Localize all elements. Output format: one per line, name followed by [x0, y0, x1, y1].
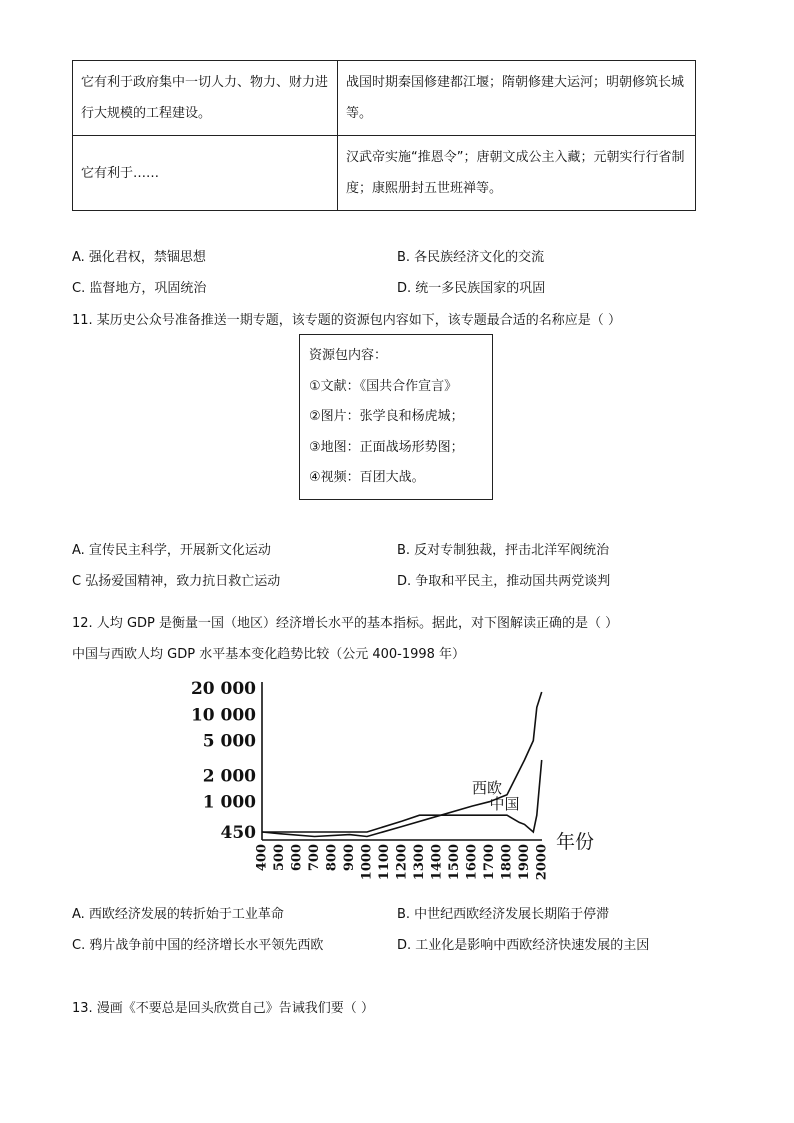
- q10-option-a[interactable]: A. 强化君权，禁锢思想: [72, 250, 206, 265]
- q12-option-b[interactable]: B. 中世纪西欧经济发展长期陷于停滞: [397, 907, 610, 922]
- series-label: 西欧: [472, 779, 503, 798]
- resource-item: ④视频：百团大战。: [309, 470, 425, 485]
- q12-option-a[interactable]: A. 西欧经济发展的转折始于工业革命: [72, 907, 284, 922]
- q10-option-d[interactable]: D. 统一多民族国家的巩固: [397, 281, 546, 296]
- q10-option-c[interactable]: C. 监督地方，巩固统治: [72, 281, 207, 296]
- x-tick-label: 1600: [464, 844, 480, 881]
- x-tick-label: 600: [289, 844, 305, 872]
- resource-item: ②图片：张学良和杨虎城；: [309, 409, 464, 424]
- resource-item: ①文献：《国共合作宣言》: [309, 378, 458, 394]
- x-axis-title: 年份: [556, 831, 595, 853]
- x-tick-label: 1400: [429, 844, 445, 881]
- q11-option-b[interactable]: B. 反对专制独裁，抨击北洋军阀统治: [397, 543, 610, 558]
- q13-stem: 13. 漫画《不要总是回头欣赏自己》告诫我们要（ ）: [72, 1001, 374, 1016]
- y-tick-label: 2 000: [202, 766, 256, 787]
- resource-box-title: 资源包内容：: [309, 348, 388, 363]
- table-row: [73, 61, 696, 136]
- x-tick-label: 800: [324, 844, 340, 872]
- q10-option-b[interactable]: B. 各民族经济文化的交流: [397, 250, 545, 265]
- table-cell-left: 它有利于政府集中一切人力、物力、财力进行大规模的工程建设。: [73, 61, 338, 136]
- x-tick-label: 1000: [359, 844, 375, 881]
- q11-option-d[interactable]: D. 争取和平民主，推动国共两党谈判: [397, 574, 611, 589]
- table-cell-right: 战国时期秦国修建都江堰；隋朝修建大运河；明朝修筑长城等。: [338, 61, 696, 136]
- x-tick-label: 1700: [482, 844, 497, 881]
- q12-option-d[interactable]: D. 工业化是影响中西欧经济快速发展的主因: [397, 938, 650, 953]
- table-cell-right: 汉武帝实施“推恩令”；唐朝文成公主入藏；元朝实行行省制度；康熙册封五世班禅等。: [338, 136, 696, 211]
- q12-stem: 12. 人均 GDP 是衡量一国（地区）经济增长水平的基本指标。据此，对下图解读正确的是（ ）: [72, 616, 619, 631]
- q11-option-a[interactable]: A. 宣传民主科学，开展新文化运动: [72, 543, 271, 558]
- x-tick-label: 1900: [517, 844, 532, 881]
- x-tick-label: 1500: [447, 844, 462, 881]
- x-tick-label: 700: [307, 844, 322, 872]
- q12-option-c[interactable]: C. 鸦片战争前中国的经济增长水平领先西欧: [72, 938, 324, 953]
- y-tick-label: 450: [220, 823, 256, 843]
- material-table: [72, 60, 696, 211]
- resource-box: [299, 334, 493, 500]
- q11-stem: 11. 某历史公众号准备推送一期专题，该专题的资源包内容如下，该专题最合适的名称应是（ ）: [72, 313, 621, 328]
- x-tick-label: 900: [342, 844, 357, 872]
- y-tick-label: 5 000: [202, 731, 256, 752]
- table-cell-left: 它有利于……: [73, 136, 338, 211]
- chart-caption: 中国与西欧人均 GDP 水平基本变化趋势比较（公元 400-1998 年）: [72, 647, 466, 662]
- x-tick-label: 1200: [394, 844, 410, 881]
- x-tick-label: 1100: [377, 844, 392, 881]
- x-tick-label: 2000: [534, 844, 550, 881]
- x-tick-label: 1300: [412, 844, 427, 881]
- x-tick-label: 1800: [499, 844, 515, 881]
- gdp-line-chart: [190, 670, 610, 890]
- y-tick-label: 20 000: [190, 679, 256, 699]
- x-tick-label: 400: [254, 844, 270, 872]
- series-label: 中国: [489, 795, 520, 814]
- table-row: [73, 136, 696, 211]
- y-tick-label: 10 000: [190, 705, 256, 726]
- q11-option-c[interactable]: C 弘扬爱国精神，致力抗日救亡运动: [72, 574, 281, 589]
- y-tick-label: 1 000: [202, 792, 256, 813]
- resource-item: ③地图：正面战场形势图；: [309, 439, 464, 455]
- x-tick-label: 500: [272, 844, 287, 872]
